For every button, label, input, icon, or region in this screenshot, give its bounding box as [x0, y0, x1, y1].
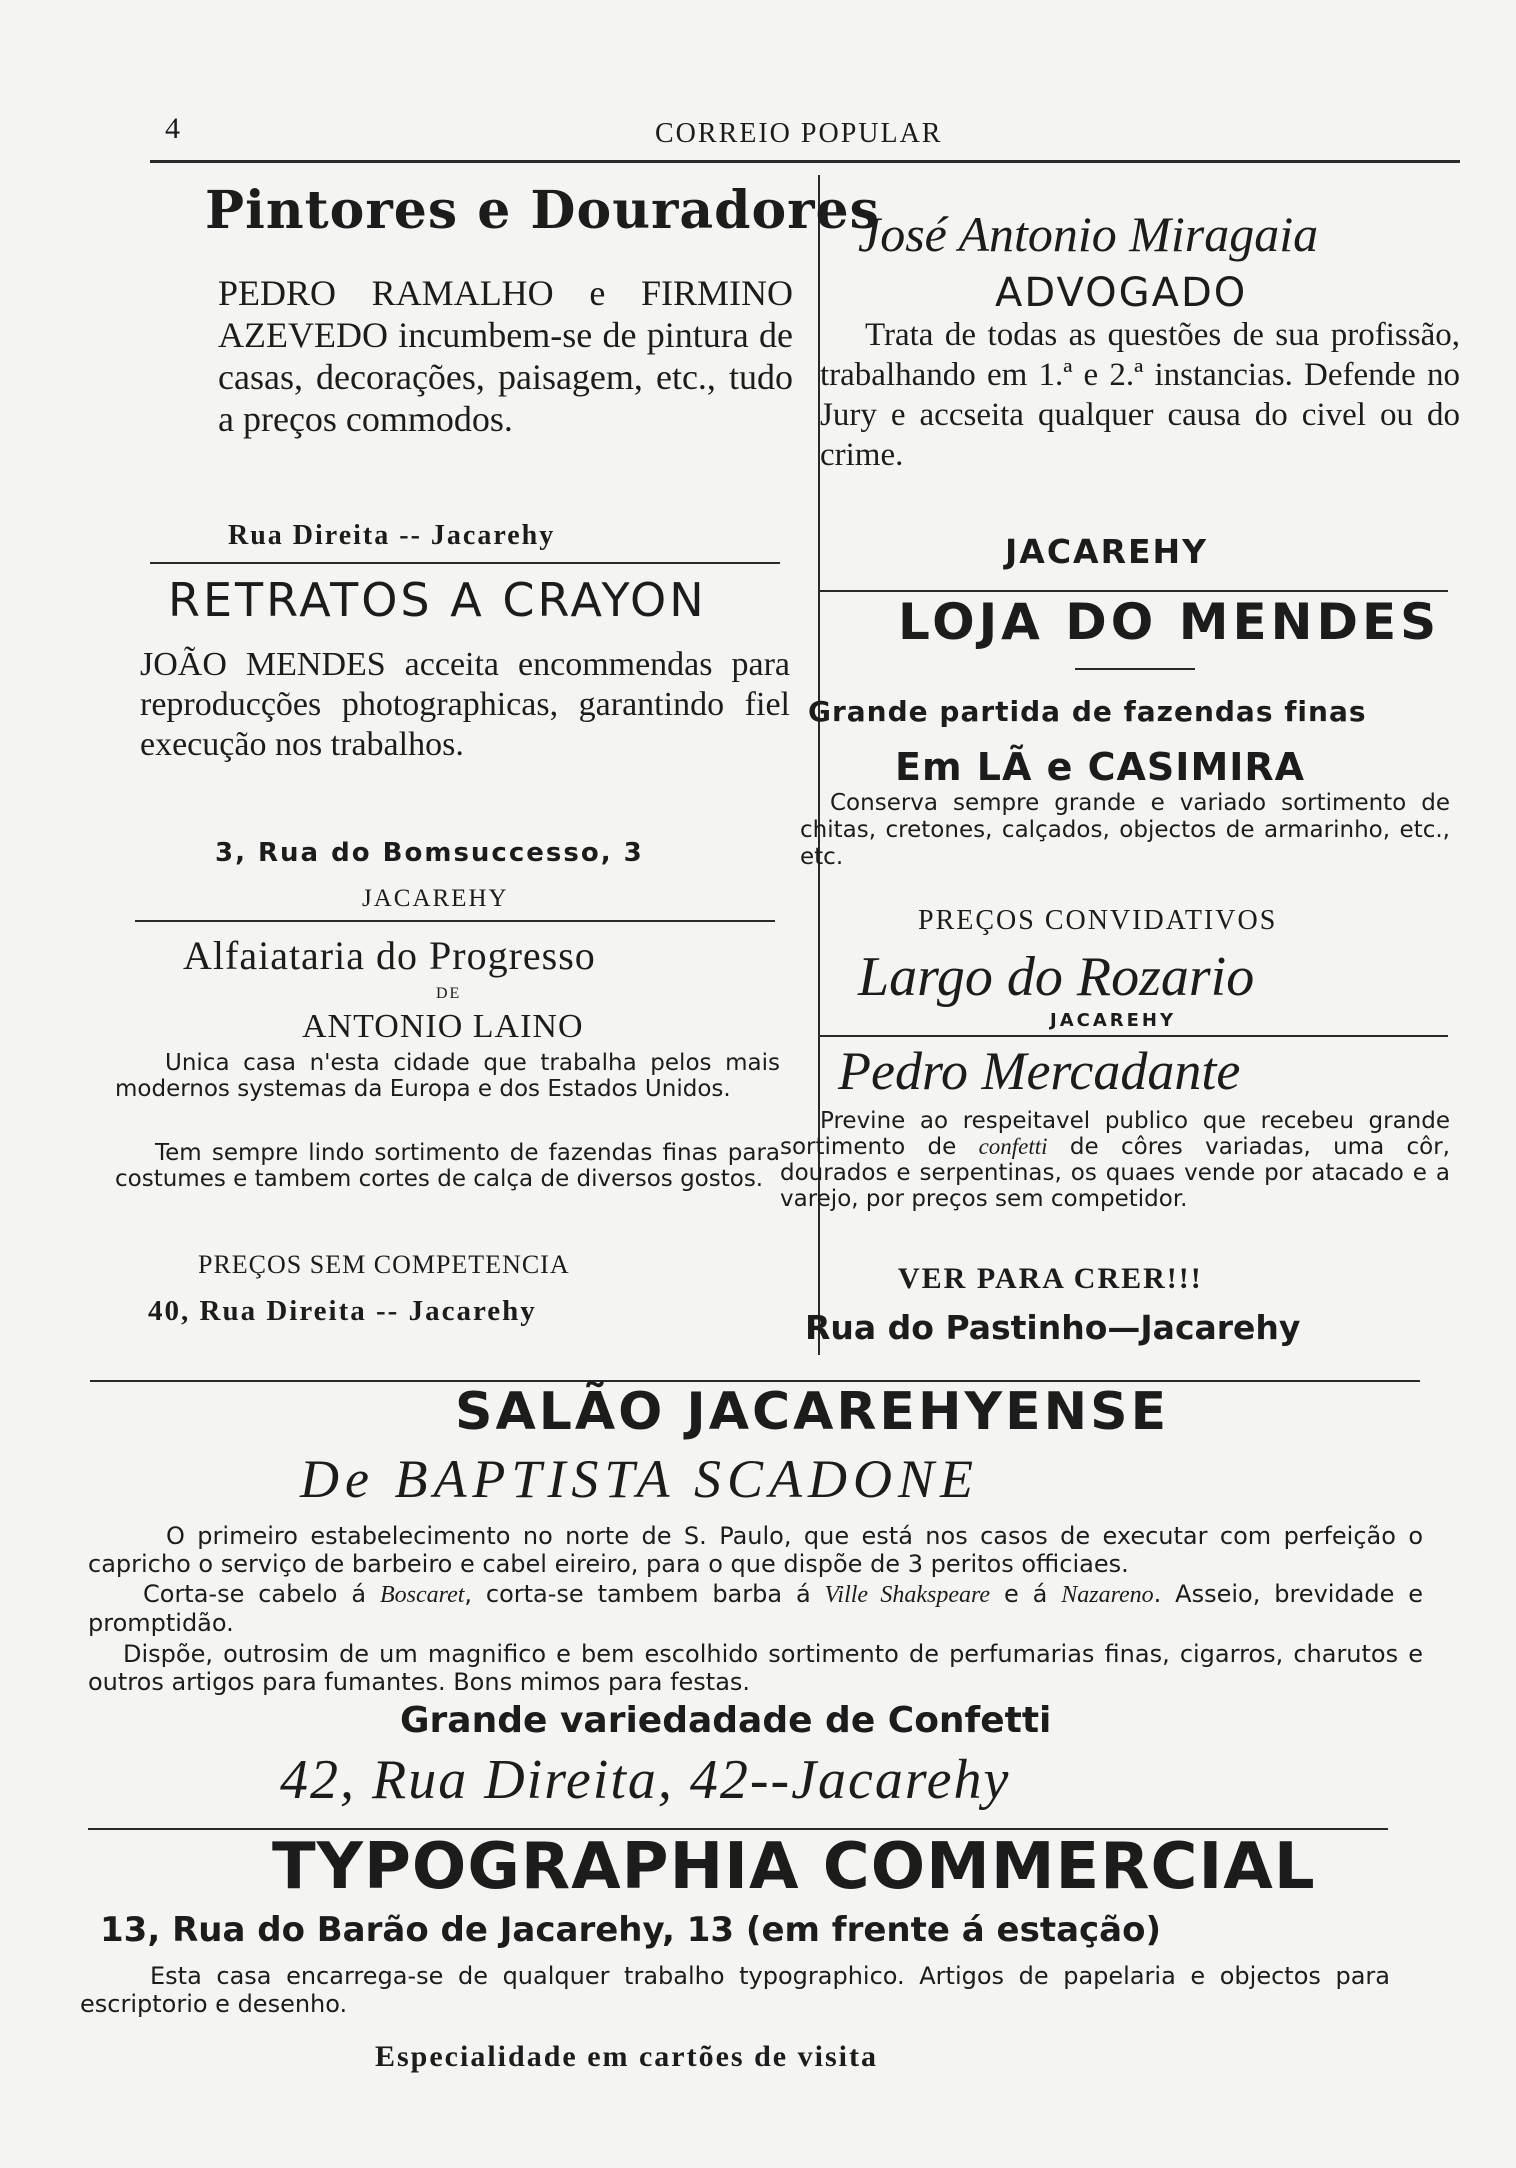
newspaper-title: CORREIO POPULAR: [655, 118, 943, 149]
loja-ornament: [1075, 668, 1195, 670]
pintores-title: Pintores e Douradores: [205, 180, 880, 241]
retratos-body: JOÃO MENDES acceita encommendas para reproducções photographicas, garantindo fiel execução nos trabalhos.: [140, 646, 790, 763]
salao-p2f: Nazareno: [1061, 1582, 1154, 1608]
mercadante-body-end: de côres variadas, uma côr, dourados e serpentinas, os quaes vende por atacado e a varejo, por preços sem competidor.: [780, 1134, 1450, 1212]
mercadante-name: Pedro Mercadante: [838, 1041, 1241, 1101]
header-rule: [150, 160, 1460, 163]
divider-1: [150, 562, 780, 564]
retratos-city: JACAREHY: [362, 885, 509, 912]
divider-4: [818, 1035, 1448, 1037]
salao-p2e: e á: [990, 1580, 1062, 1608]
salao-p2c: , corta-se tambem barba á: [464, 1580, 825, 1608]
advogado-name: José Antonio Miragaia: [858, 206, 1319, 262]
salao-address: 42, Rua Direita, 42--Jacarehy: [280, 1749, 1011, 1811]
mercadante-body-em: confetti: [978, 1134, 1048, 1159]
loja-prices: PREÇOS CONVIDATIVOS: [918, 905, 1278, 936]
pintores-body: PEDRO RAMALHO e FIRMINO AZEVEDO incumbem-se de pintura de casas, decorações, paisagem, etc., tudo a preços commodos.: [218, 273, 793, 439]
mercadante-address: Rua do Pastinho—Jacarehy: [805, 1308, 1301, 1347]
salao-highlight: Grande variedadade de Confetti: [400, 1700, 1052, 1741]
advogado-city: JACAREHY: [1005, 532, 1209, 571]
typographia-title: TYPOGRAPHIA COMMERCIAL: [272, 1830, 1316, 1904]
loja-highlight: Em LÃ e CASIMIRA: [895, 745, 1306, 789]
salao-p2d: Ville Shakspeare: [824, 1582, 991, 1608]
salao-p2a: Corta-se cabelo á: [143, 1580, 380, 1608]
salao-para1: O primeiro estabelecimento no norte de S. Paulo, que está nos casos de executar com perfeição o capricho o serviço de barbeiro e cabel eireiro, para o que dispõe de 3 peritos officiaes.: [88, 1522, 1423, 1578]
loja-body: Conserva sempre grande e variado sortimento de chitas, cretones, calçados, objectos de armarinho, etc., etc.: [800, 790, 1450, 870]
page-number: 4: [165, 112, 180, 145]
divider-2: [135, 920, 775, 922]
loja-city: JACAREHY: [1050, 1010, 1177, 1031]
mercadante-body: [780, 1108, 1450, 1212]
loja-title: LOJA DO MENDES: [898, 593, 1441, 651]
divider-3: [818, 590, 1448, 592]
mercadante-body-start: Previne ao respeitavel publico que recebeu grande sortimento de: [780, 1108, 1450, 1160]
retratos-title: RETRATOS A CRAYON: [168, 573, 707, 627]
salao-para2: [88, 1580, 1423, 1637]
advogado-body: Trata de todas as questões de sua profissão, trabalhando em 1.ª e 2.ª instancias. Defende no Jury e accseita qualquer causa do civel ou do crime.: [820, 317, 1460, 473]
alfaiataria-para2: Tem sempre lindo sortimento de fazendas finas para costumes e tambem cortes de calça de diversos gostos.: [115, 1140, 780, 1192]
alfaiataria-title: Alfaiataria do Progresso: [183, 933, 596, 978]
salao-title: SALÃO JACAREHYENSE: [455, 1382, 1170, 1442]
typographia-body: Esta casa encarrega-se de qualquer trabalho typographico. Artigos de papelaria e objectos para escriptorio e desenho.: [80, 1962, 1390, 2018]
mercadante-slogan: VER PARA CRER!!!: [898, 1262, 1203, 1295]
alfaiataria-owner: ANTONIO LAINO: [302, 1008, 584, 1045]
alfaiataria-para1: Unica casa n'esta cidade que trabalha pelos mais modernos systemas da Europa e dos Estados Unidos.: [115, 1050, 780, 1102]
salao-p2g: . Asseio, brevidade e promptidão.: [88, 1580, 1424, 1637]
typographia-footer: Especialidade em cartões de visita: [375, 2040, 878, 2073]
loja-address: Largo do Rozario: [858, 946, 1255, 1008]
salao-owner: De BAPTISTA SCADONE: [300, 1449, 979, 1509]
loja-subtitle: Grande partida de fazendas finas: [808, 695, 1367, 728]
retratos-address: 3, Rua do Bomsuccesso, 3: [215, 838, 644, 868]
advogado-profession: ADVOGADO: [995, 270, 1248, 316]
typographia-address: 13, Rua do Barão de Jacarehy, 13 (em frente á estação): [100, 1910, 1162, 1950]
alfaiataria-prices: PREÇOS SEM COMPETENCIA: [198, 1250, 570, 1279]
alfaiataria-address: 40, Rua Direita -- Jacarehy: [148, 1295, 537, 1327]
salao-para3: Dispõe, outrosim de um magnifico e bem escolhido sortimento de perfumarias finas, cigarros, charutos e outros artigos para fumantes. Bons mimos para festas.: [88, 1640, 1423, 1696]
pintores-address: Rua Direita -- Jacarehy: [228, 520, 556, 551]
salao-p2b: Boscaret: [379, 1582, 465, 1608]
alfaiataria-de: DE: [436, 985, 462, 1002]
